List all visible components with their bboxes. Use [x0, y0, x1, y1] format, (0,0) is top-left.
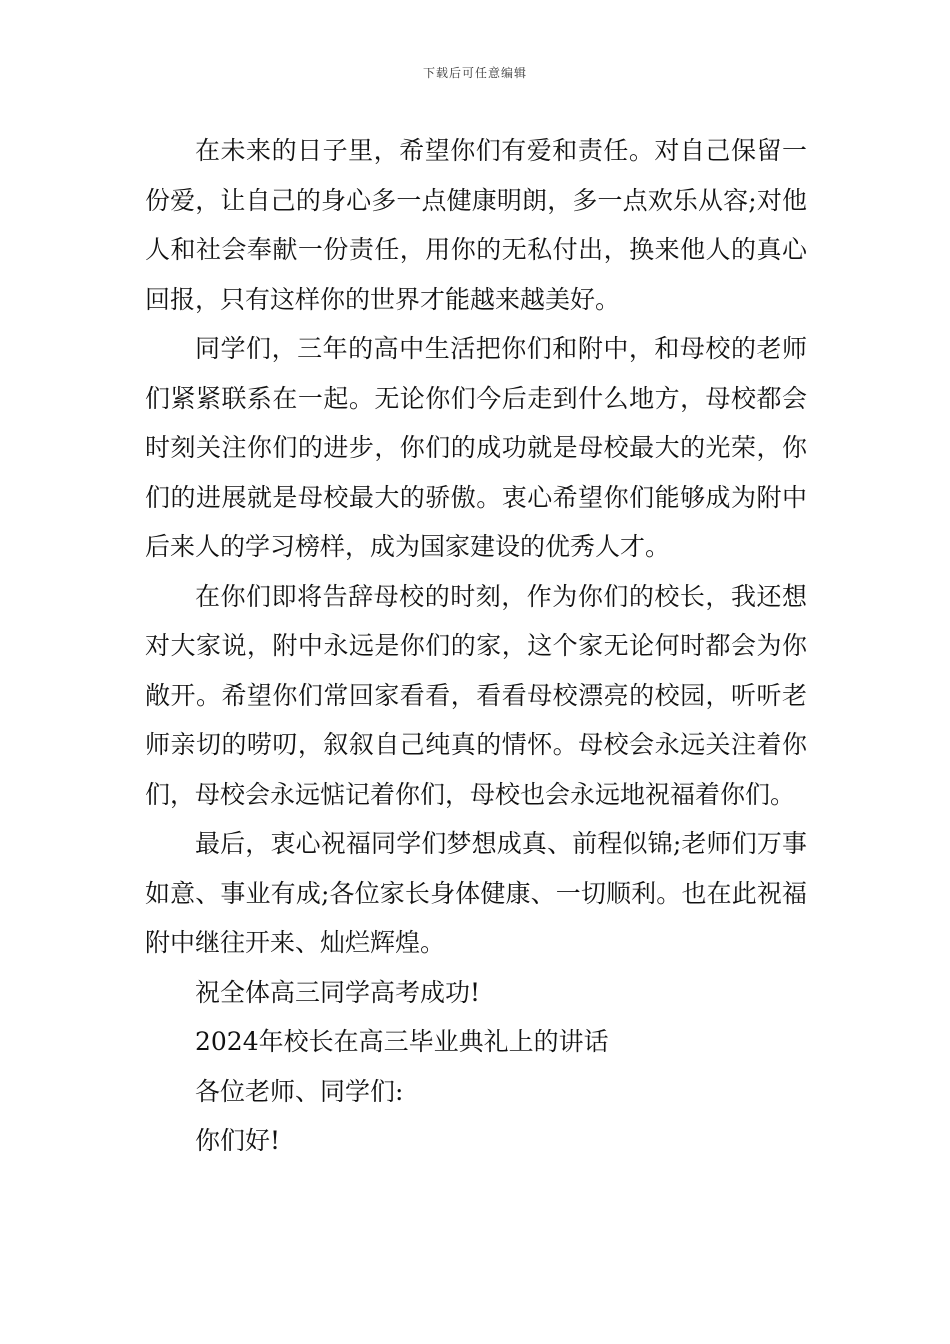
page-header-note: 下载后可任意编辑	[422, 66, 527, 80]
salutation-line: 各位老师、同学们:	[195, 1076, 404, 1106]
greeting-line: 你们好!	[195, 1126, 281, 1155]
paragraph-love-responsibility: 在未来的日子里，希望你们有爱和责任。对自己保留一份爱，让自己的身心多一点健康明朗，多一点欢乐从容;对他人和社会奉献一份责任，用你的无私付出，换来他人的真心回报，只有这样你的世界才能越来越美好。	[145, 136, 807, 314]
document-body	[145, 126, 807, 1166]
speech-title: 2024年校长在高三毕业典礼上的讲话	[195, 1027, 609, 1056]
paragraph-blessing: 最后，衷心祝福同学们梦想成真、前程似锦;老师们万事如意、事业有成;各位家长身体健康、一切顺利。也在此祝福附中继往开来、灿烂辉煌。	[145, 829, 807, 957]
paragraph-classmates: 同学们，三年的高中生活把你们和附中，和母校的老师们紧紧联系在一起。无论你们今后走到什么地方，母校都会时刻关注你们的进步，你们的成功就是母校最大的光荣，你们的进展就是母校最大的骄傲。衷心希望你们能够成为附中后来人的学习榜样，成为国家建设的优秀人才。	[145, 334, 807, 561]
closing-line: 祝全体高三同学高考成功!	[195, 977, 481, 1007]
paragraph-farewell: 在你们即将告辞母校的时刻，作为你们的校长，我还想对大家说，附中永远是你们的家，这个家无论何时都会为你敞开。希望你们常回家看看，看看母校漂亮的校园，听听老师亲切的唠叨，叙叙自己纯真的情怀。母校会永远关注着你们，母校会永远惦记着你们，母校也会永远地祝福着你们。	[145, 581, 807, 809]
